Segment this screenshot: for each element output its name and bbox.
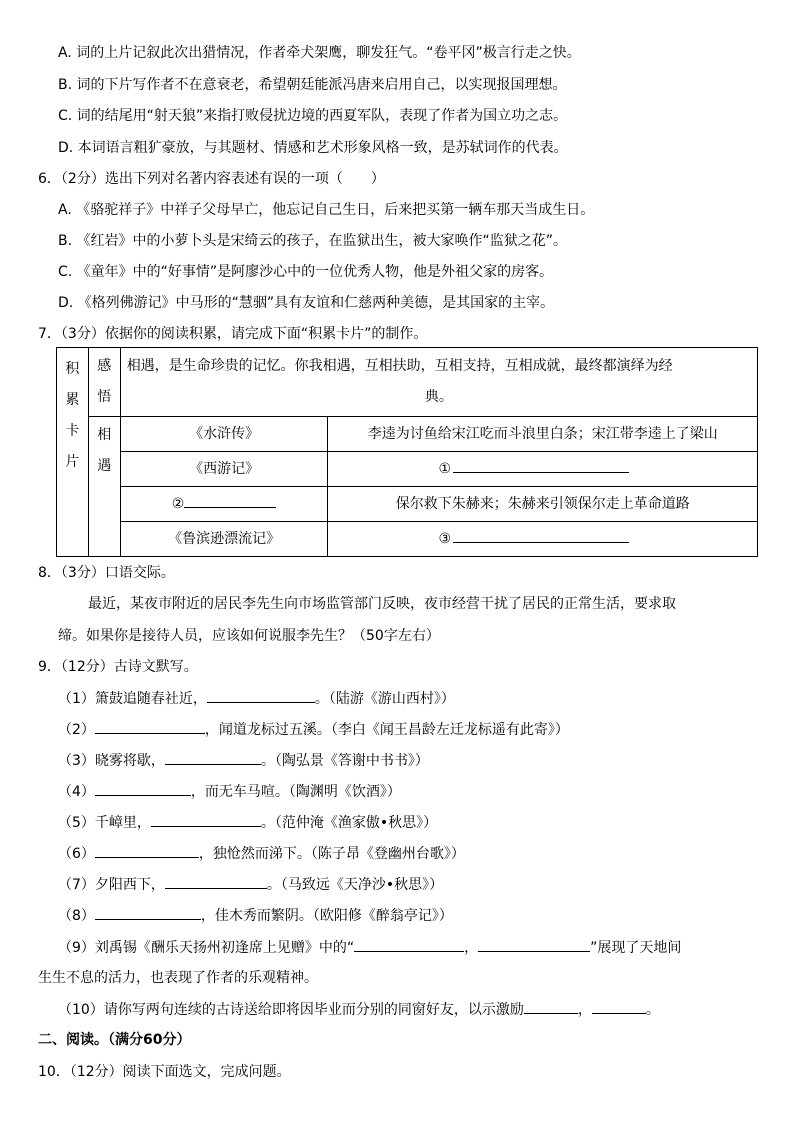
section-2-heading: 二、阅读。（满分60分） (38, 1032, 191, 1048)
answer-blank[interactable] (524, 999, 578, 1014)
q9-item-5: （5）千嶂里， 。（范仲淹《渔家傲•秋思》） (58, 812, 437, 833)
book-shuihu: 《水浒传》 (120, 417, 328, 452)
answer-blank[interactable] (95, 781, 191, 796)
q6-option-b: B. 《红岩》中的小萝卜头是宋绮云的孩子，在监狱出生，被大家唤作“监狱之花”。 (58, 233, 568, 249)
ganwu-label: 感 悟 (88, 348, 120, 417)
q5-option-d: D. 本词语言粗犷豪放，与其题材、情感和艺术形象风格一致，是苏轼词作的代表。 (58, 140, 568, 156)
content-blank-3[interactable]: ③ (328, 522, 758, 557)
q8-stem: 8．（3分）口语交际。 (38, 565, 175, 581)
q9-item-9-line2: 生生不息的活力，也表现了作者的乐观精神。 (38, 970, 318, 986)
answer-blank[interactable] (95, 905, 201, 920)
answer-blank[interactable] (354, 937, 464, 952)
answer-blank[interactable] (165, 750, 261, 765)
q7-stem: 7．（3分）依据你的阅读积累，请完成下面“积累卡片”的制作。 (38, 326, 428, 342)
q9-item-2: （2） ，闻道龙标过五溪。（李白《闻王昌龄左迁龙标遥有此寄》） (58, 719, 569, 740)
answer-blank[interactable] (95, 843, 199, 858)
content-blank-1[interactable]: ① (328, 452, 758, 487)
card-label: 积 累 卡 片 (57, 348, 89, 557)
q5-option-c: C. 词的结尾用“射天狼”来指打败侵扰边境的西夏军队，表现了作者为国立功之志。 (58, 108, 568, 124)
q9-item-7: （7）夕阳西下， 。（马致远《天净沙•秋思》） (58, 874, 443, 895)
q9-stem: 9．（12分）古诗文默写。 (38, 659, 198, 675)
answer-blank[interactable] (592, 999, 646, 1014)
q9-item-3: （3）晓雾将歇， 。（陶弘景《答谢中书书》） (58, 750, 429, 771)
q6-option-c: C. 《童年》中的“好事情”是阿廖沙心中的一位优秀人物，他是外祖父家的房客。 (58, 264, 554, 280)
q9-item-6: （6） ，独怆然而涕下。（陈子昂《登幽州台歌》） (58, 843, 465, 864)
q9-item-10: （10）请你写两句连续的古诗送给即将因毕业而分别的同窗好友，以示激励 ， 。 (58, 999, 660, 1020)
answer-blank[interactable] (95, 719, 205, 734)
q5-option-b: B. 词的下片写作者不在意衰老，希望朝廷能派冯唐来启用自己，以实现报国理想。 (58, 77, 567, 93)
xiangyu-label: 相 遇 (88, 417, 120, 557)
answer-blank[interactable] (151, 812, 261, 827)
q6-option-d: D. 《格列佛游记》中马形的“慧骃”具有友谊和仁慈两种美德，是其国家的主宰。 (58, 295, 555, 311)
book-lubinxun: 《鲁滨逊漂流记》 (120, 522, 328, 557)
book-xiyouji: 《西游记》 (120, 452, 328, 487)
answer-blank[interactable] (478, 937, 590, 952)
q9-item-9: （9）刘禹锡《酬乐天扬州初逢席上见赠》中的“ ， ”展现了天地间 (58, 937, 681, 958)
book-blank-2[interactable]: ② (120, 487, 328, 522)
accumulation-card-table (56, 347, 758, 557)
q9-item-8: （8） ，佳木秀而繁阴。（欧阳修《醉翁亭记》） (58, 905, 453, 926)
q5-option-a: A. 词的上片记叙此次出猎情况，作者牵犬架鹰，聊发狂气。“卷平冈”极言行走之快。 (58, 45, 581, 61)
q6-stem: 6．（2分）选出下列对名著内容表述有误的一项（ ） (38, 171, 385, 187)
q8-paragraph-line2: 缔。如果你是接待人员，应该如何说服李先生？（50字左右） (58, 628, 440, 644)
answer-blank[interactable] (165, 874, 267, 889)
q10-stem: 10．（12分）阅读下面选文，完成问题。 (38, 1064, 291, 1080)
q6-option-a: A. 《骆驼祥子》中祥子父母早亡，他忘记自己生日，后来把买第一辆车那天当成生日。 (58, 202, 595, 218)
q8-paragraph-line1: 最近，某夜市附近的居民李先生向市场监管部门反映，夜市经营干扰了居民的正常生活，要求取 (88, 596, 676, 612)
ganwu-text: 相遇，是生命珍贵的记忆。你我相遇，互相扶助，互相支持，互相成就，最终都演绎为经 典。 (120, 348, 757, 417)
answer-blank[interactable] (207, 688, 315, 703)
q9-item-4: （4） ，而无车马喧。（陶渊明《饮酒》） (58, 781, 401, 802)
content-shuihu: 李逵为讨鱼给宋江吃而斗浪里白条；宋江带李逵上了梁山 (328, 417, 758, 452)
content-gangtie: 保尔救下朱赫来；朱赫来引领保尔走上革命道路 (328, 487, 758, 522)
q9-item-1: （1）箫鼓追随春社近， 。（陆游《游山西村》） (58, 688, 455, 709)
